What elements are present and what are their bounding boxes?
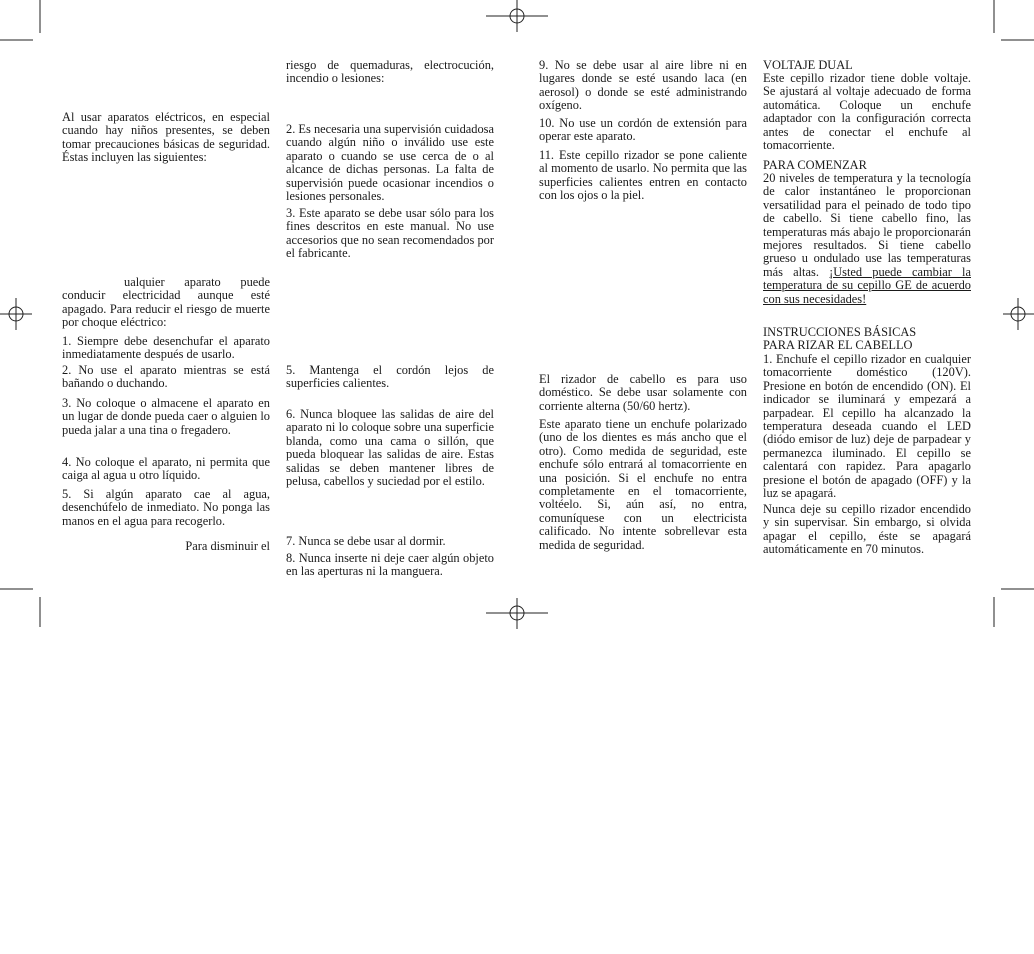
safety-item-9: 9. No se debe usar al aire libre ni en lugares donde se esté usando laca (en aerosol) o donde se esté administrando oxígeno. xyxy=(539,58,747,113)
polarized-plug-paragraph: Este aparato tiene un enchufe polarizado (uno de los dientes es más ancho que el otro). Como medida de seguridad, este enchufe sólo entrará al tomacorriente en una posición. Si el enchufe no entra completamente en el tomacorriente, voltéelo. Si, aún así, no entra, comuníquese con un electricista calificado. No intente sobrellevar esta medida de seguridad. xyxy=(539,417,747,552)
registration-mark-left xyxy=(0,298,32,330)
registration-mark-top xyxy=(486,0,548,32)
safety-item-11: 11. Este cepillo rizador se pone caliente al momento de usarlo. No permita que las superficies calientes entren en contacto con los ojos o la piel. xyxy=(539,148,747,203)
safety-item-2: 2. No use el aparato mientras se está bañando o duchando. xyxy=(62,363,270,391)
getting-started-text xyxy=(763,172,971,306)
dual-voltage-title: VOLTAJE DUAL xyxy=(763,58,853,72)
safety-item-1: 1. Siempre debe desenchufar el aparato inmediatamente después de usarlo. xyxy=(62,334,270,362)
intro-paragraph: Al usar aparatos eléctricos, en especial cuando hay niños presentes, se deben tomar precauciones básicas de seguridad. Éstas incluyen las siguientes: xyxy=(62,110,270,165)
basic-instructions-title-line1: INSTRUCCIONES BÁSICAS xyxy=(763,325,917,339)
auto-shutoff-paragraph: Nunca deje su cepillo rizador encendido y sin supervisar. Sin embargo, si olvida apagar el cepillo, éste se apagará automáticamente en 70 minutos. xyxy=(763,502,971,557)
dual-voltage-text: Este cepillo rizador tiene doble voltaje. Se ajustará al voltaje adecuado de forma automática. Coloque un enchufe adaptador con la configuración correcta antes de conectar el enchufe al tomacorriente. xyxy=(763,71,971,153)
safety-item-8: 8. Nunca inserte ni deje caer algún objeto en las aperturas ni la manguera. xyxy=(286,551,494,579)
safety-item-2b: 2. Es necesaria una supervisión cuidadosa cuando algún niño o inválido use este aparato o cuando se use cerca de o al alcance de dichas personas. La falta de supervisión puede ocasionar incendios o lesiones personales. xyxy=(286,122,494,204)
safety-item-4: 4. No coloque el aparato, ni permita que caiga al agua u otro líquido. xyxy=(62,455,270,483)
getting-started-body: 20 niveles de temperatura y la tecnología de calor instantáneo le proporcionan versatilidad para el peinado de todo tipo de cabello. Si tiene cabello fino, las temperaturas más abajo le proporcionarán mejores resultados. Si tiene cabello grueso u ondulado use las temperaturas más altas. xyxy=(763,171,971,279)
getting-started-title: PARA COMENZAR xyxy=(763,158,867,172)
registration-mark-right xyxy=(1003,298,1034,330)
safety-item-5b: 5. Mantenga el cordón lejos de superficies calientes. xyxy=(286,363,494,391)
burn-risk-lead-in: Para disminuir el xyxy=(185,539,270,553)
safety-item-10: 10. No use un cordón de extensión para operar este aparato. xyxy=(539,116,747,144)
basic-instructions-title-line2: PARA RIZAR EL CABELLO xyxy=(763,338,913,352)
safety-item-3: 3. No coloque o almacene el aparato en un lugar de donde pueda caer o alguien lo pueda jalar a una tina o fregadero. xyxy=(62,396,270,437)
safety-item-7: 7. Nunca se debe usar al dormir. xyxy=(286,534,446,548)
getting-started-underlined-note: ¡Usted puede cambiar la temperatura de su cepillo GE de acuerdo con sus necesidades! xyxy=(763,264,971,306)
shock-warning-paragraph: ualquier aparato puede conducir electricidad aunque esté apagado. Para reducir el riesgo de muerte por choque eléctrico: xyxy=(62,275,270,330)
safety-item-6: 6. Nunca bloquee las salidas de aire del aparato ni lo coloque sobre una superficie blanda, como una cama o sillón, que pueda bloquear las salidas de aire. Estas salidas se deben mantener libres de pelusa, cabellos y suciedad por el estilo. xyxy=(286,407,494,489)
safety-item-5: 5. Si algún aparato cae al agua, desenchúfelo de inmediato. No ponga las manos en el agua para recogerlo. xyxy=(62,487,270,528)
basic-instructions-step-1: 1. Enchufe el cepillo rizador en cualquier tomacorriente doméstico (120V). Presione en botón de encendido (ON). El indicador se iluminará y empezará a parpadear. El cepillo ha alcanzado la temperatura deseada cuando el LED (diódo emisor de luz) deje de parpadear y permanezca iluminado. El cepillo se calentará con rapidez. Para apagarlo presione el botón de apagado (OFF) y la luz se apagará. xyxy=(763,352,971,501)
registration-mark-bottom xyxy=(486,598,548,629)
domestic-use-paragraph: El rizador de cabello es para uso doméstico. Se debe usar solamente con corriente alterna (50/60 hertz). xyxy=(539,372,747,413)
safety-item-3b: 3. Este aparato se debe usar sólo para los fines descritos en este manual. No use accesorios que no sean recomendados por el fabricante. xyxy=(286,206,494,261)
burn-risk-heading: riesgo de quemaduras, electrocución, incendio o lesiones: xyxy=(286,58,494,86)
